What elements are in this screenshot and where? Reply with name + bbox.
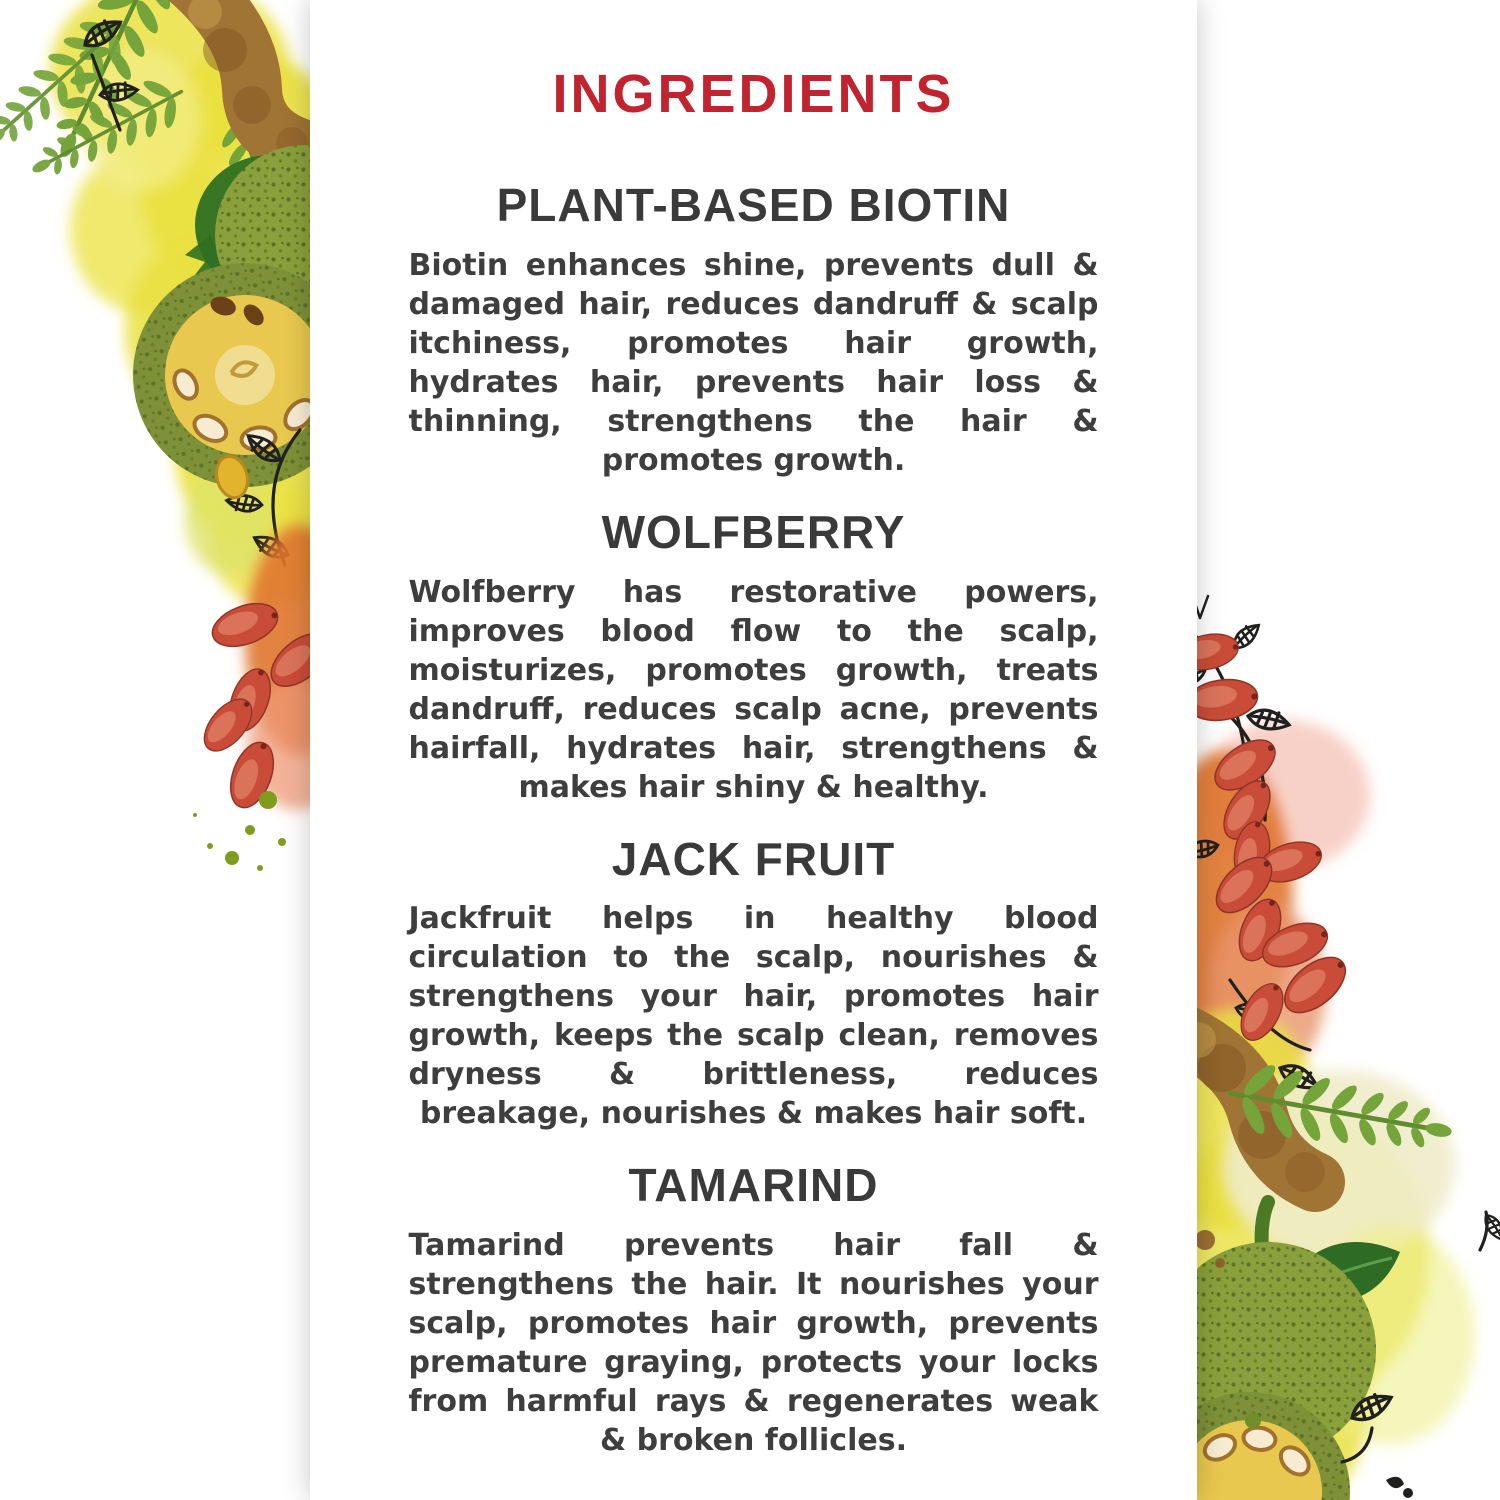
page-title: INGREDIENTS: [552, 64, 955, 124]
section-heading: WOLFBERRY: [601, 505, 906, 558]
section-body: Tamarind prevents hair fall & strengthens the hair. It nourishes your scalp, promotes hair growth, prevents premature graying, protects your locks from harmful rays & regenerates weak & broken follicles.: [408, 1228, 1099, 1459]
section-body: Jackfruit helps in healthy blood circulation to the scalp, nourishes & strengthens your hair, promotes hair growth, keeps the scalp clean, removes dryness & brittleness, reduces breakage, nourishes & makes hair soft.: [408, 901, 1099, 1132]
section-tamarind: [409, 1159, 1099, 1460]
section-heading: PLANT-BASED BIOTIN: [496, 178, 1011, 231]
section-jack-fruit: [409, 833, 1099, 1134]
section-body: Wolfberry has restorative powers, improves blood flow to the scalp, moisturizes, promotes growth, treats dandruff, reduces scalp acne, prevents hairfall, hydrates hair, strengthens & makes hair shiny & healthy.: [408, 574, 1099, 805]
section-heading: JACK FRUIT: [611, 832, 896, 885]
section-plant-based-biotin: [409, 179, 1099, 480]
section-body: Biotin enhances shine, prevents dull & damaged hair, reduces dandruff & scalp itchiness, promotes hair growth, hydrates hair, prevents hair loss & thinning, strengthens the hair & promotes growth.: [408, 247, 1099, 478]
ingredients-panel: [310, 0, 1197, 1500]
ingredients-content: [409, 62, 1099, 1460]
section-wolfberry: [409, 506, 1099, 807]
section-heading: TAMARIND: [628, 1159, 879, 1212]
